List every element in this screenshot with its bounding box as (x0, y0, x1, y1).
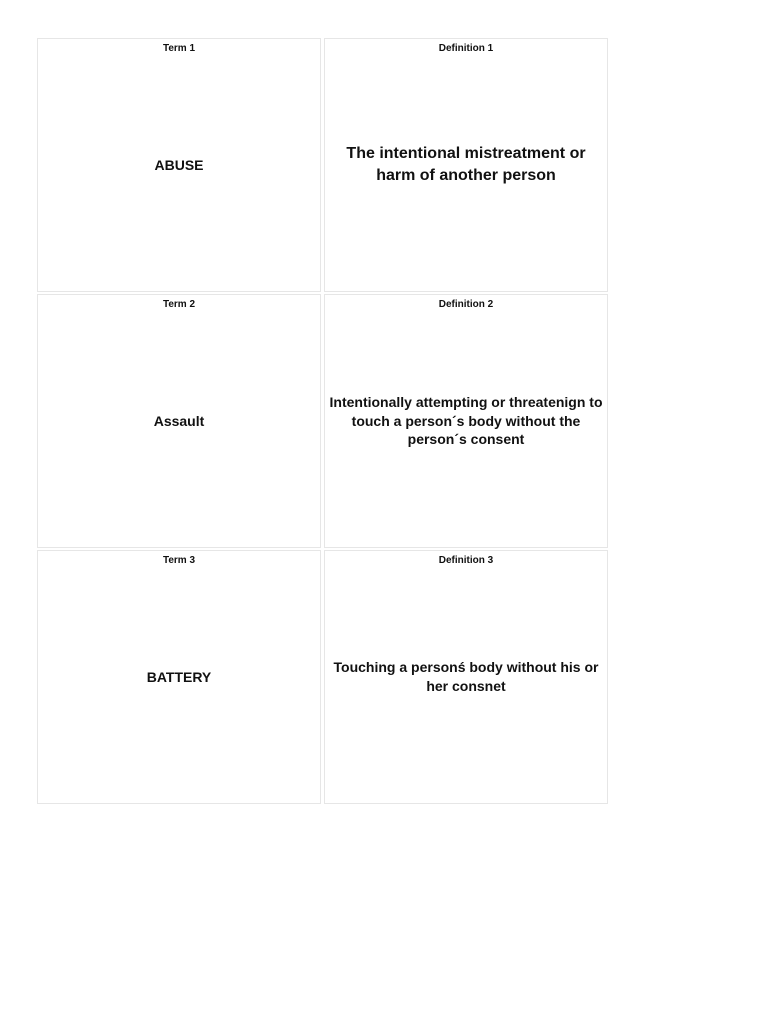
definition-text: Intentionally attempting or threatenign to touch a person´s body without the person´s consent (329, 393, 603, 448)
term-card-2 (37, 294, 321, 548)
definition-card-2 (324, 294, 608, 548)
definition-text: Touching a personś body without his or her consnet (333, 659, 599, 694)
definition-label: Definition 2 (438, 299, 494, 310)
term-text: Assault (153, 412, 205, 429)
term-text: ABUSE (154, 156, 204, 173)
definition-text: The intentional mistreatment or harm of another person (346, 145, 586, 184)
term-card-1 (37, 38, 321, 292)
term-label: Term 1 (162, 43, 196, 54)
definition-card-1 (324, 38, 608, 292)
definition-label: Definition 1 (438, 43, 494, 54)
definition-card-3 (324, 550, 608, 804)
definition-label: Definition 3 (438, 555, 494, 566)
flashcard-grid (37, 38, 608, 805)
term-label: Term 2 (162, 299, 196, 310)
term-text: BATTERY (146, 668, 212, 685)
term-label: Term 3 (162, 555, 196, 566)
term-card-3 (37, 550, 321, 804)
